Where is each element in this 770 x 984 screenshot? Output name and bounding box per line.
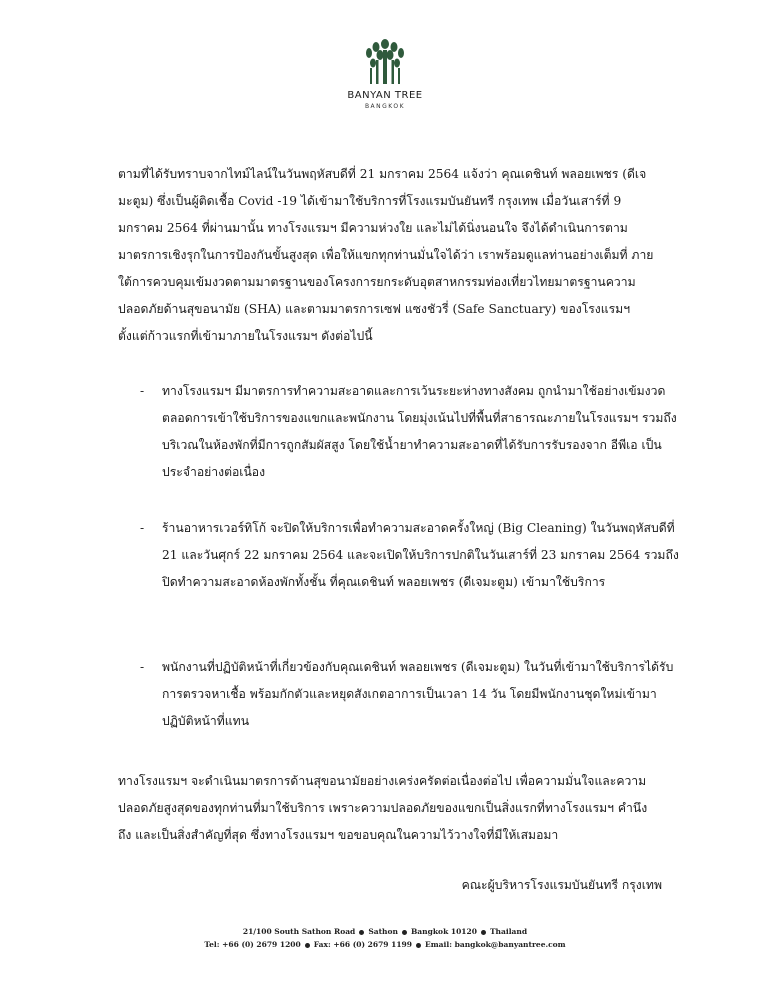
closing-paragraph: ทางโรงแรมฯ จะดำเนินมาตรการด้านสุขอนามัยอย่างเคร่งครัดต่อเนื่องต่อไป เพื่อความมั่นใจและความปลอดภัยสูงสุดของทุกท่านที่มาใช้บริการ เพราะความปลอดภัยของแขกเป็นสิ่งแรกที่ทางโรงแรมฯ คำนึงถึง และเป็นสิ่งสำคัญที่สุด ซึ่งทางโรงแรมฯ ขอขอบคุณในความไว้วางใจที่มีให้เสมอมา [118, 774, 648, 842]
brand-name: BANYAN TREE [347, 90, 423, 101]
list-item-text: ร้านอาหารเวอร์ทิโก้ จะปิดให้บริการเพื่อทำความสะอาดครั้งใหญ่ (Big Cleaning) ในวันพฤหัสบดีที่ 21 และวันศุกร์ 22 มกราคม 2564 และจะเปิดให้บริการปกติในวันเสาร์ที่ 23 มกราคม 2564 รวมถึงปิดทำความสะอาดห้องพักทั้งชั้น ที่คุณเดชินท์ พลอยเพชร (ดีเจมะตูม) เข้ามาใช้บริการ [162, 521, 679, 589]
address-district: Sathon [368, 927, 398, 936]
bullet-marker: - [140, 384, 145, 398]
separator-dot-icon [416, 943, 421, 948]
address-street: 21/100 South Sathon Road [242, 927, 356, 936]
list-item-text: ทางโรงแรมฯ มีมาตรการทำความสะอาดและการเว้นระยะห่างทางสังคม ถูกนำมาใช้อย่างเข้มงวดตลอดการเข้าใช้บริการของแขกและพนักงาน โดยมุ่งเน้นไปที่พื้นที่สาธารณะภายในโรงแรมฯ รวมถึงบริเวณในห้องพักที่มีการถูกสัมผัสสูง โดยใช้น้ำยาทำความสะอาดที่ได้รับการรับรองจาก อีพีเอ เป็นประจำอย่างต่อเนื่อง [162, 384, 677, 479]
footer-address [0, 927, 770, 936]
footer-contact [0, 940, 770, 949]
brand-city: BANGKOK [364, 103, 406, 110]
address-country: Thailand [489, 927, 528, 936]
bullet-marker: - [140, 521, 145, 535]
list-item [140, 378, 682, 486]
signature: คณะผู้บริหารโรงแรมบันยันทรี กรุงเทพ [461, 878, 662, 892]
footer-email: Email: bangkok@banyantree.com [425, 940, 566, 949]
separator-dot-icon [402, 930, 407, 935]
address-city: Bangkok 10120 [410, 927, 477, 936]
list-item-text: พนักงานที่ปฏิบัติหน้าที่เกี่ยวข้องกับคุณเดชินท์ พลอยเพชร (ดีเจมะตูม) ในวันที่เข้ามาใช้บริการได้รับการตรวจหาเชื้อ พร้อมกักตัวและหยุดสังเกตอาการเป็นเวลา 14 วัน โดยมีพนักงานชุดใหม่เข้ามาปฏิบัติหน้าที่แทน [162, 660, 674, 728]
separator-dot-icon [359, 930, 364, 935]
bullet-marker: - [140, 660, 145, 674]
footer-phone: Tel: +66 (0) 2679 1200 [204, 940, 301, 949]
separator-dot-icon [481, 930, 486, 935]
brand-header [340, 38, 430, 110]
separator-dot-icon [305, 943, 310, 948]
list-item [140, 654, 682, 735]
footer-fax: Fax: +66 (0) 2679 1199 [313, 940, 412, 949]
banyan-tree-logo-icon [365, 38, 405, 86]
list-item [140, 515, 682, 596]
intro-paragraph: ตามที่ได้รับทราบจากไทม์ไลน์ในวันพฤหัสบดีที่ 21 มกราคม 2564 แจ้งว่า คุณเดชินท์ พลอยเพชร (ดีเจมะตูม) ซึ่งเป็นผู้ติดเชื้อ Covid -19 ได้เข้ามาใช้บริการที่โรงแรมบันยันทรี กรุงเทพ เมื่อวันเสาร์ที่ 9 มกราคม 2564 ที่ผ่านมานั้น ทางโรงแรมฯ มีความห่วงใย และไม่ได้นิ่งนอนใจ จึงได้ดำเนินการตามมาตรการเชิงรุกในการป้องกันขั้นสูงสุด เพื่อให้แขกทุกท่านมั่นใจได้ว่า เราพร้อมดูแลท่านอย่างเต็มที่ ภายใต้การควบคุมเข้มงวดตามมาตรฐานของโครงการยกระดับอุตสาหกรรมท่องเที่ยวไทยมาตรฐานความปลอดภัยด้านสุขอนามัย (SHA) และตามมาตรการเซฟ แซงชัวรี่ (Safe Sanctuary) ของโรงแรมฯ ตั้งแต่ก้าวแรกที่เข้ามาภายในโรงแรมฯ ดังต่อไปนี้ [118, 167, 654, 343]
